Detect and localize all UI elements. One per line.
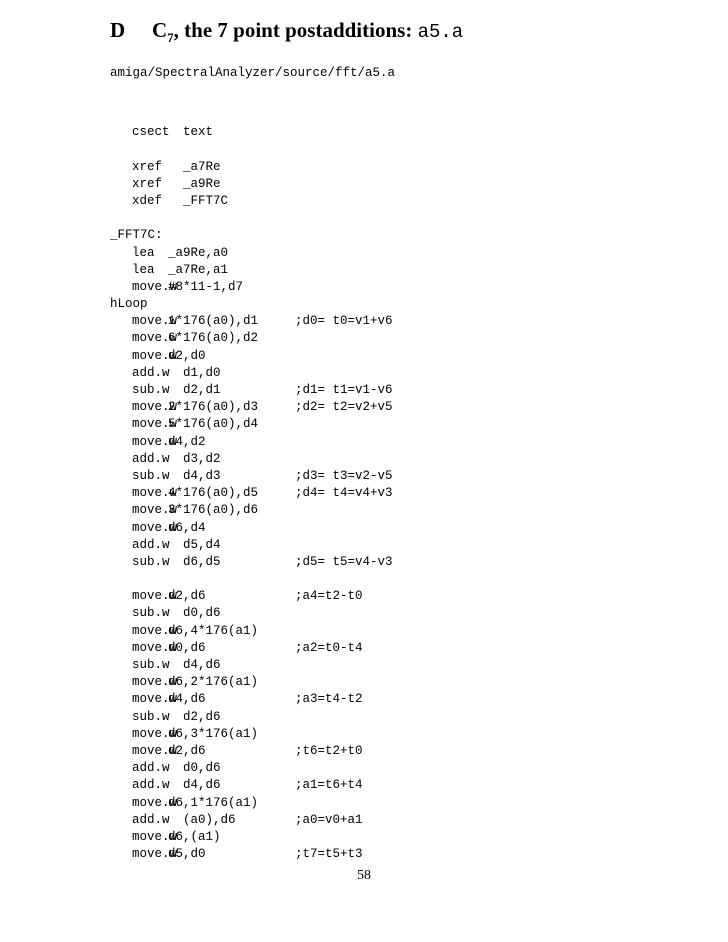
code-operands: d5,d0	[168, 847, 206, 862]
code-opcode: move.w	[132, 743, 178, 758]
code-operands: d0,d6	[168, 640, 206, 655]
code-label: hLoop	[110, 297, 148, 312]
code-opcode: sub.w	[132, 468, 170, 483]
heading-title-main: C	[152, 18, 168, 42]
code-comment: ;a4=t2-t0	[295, 589, 363, 604]
code-opcode: move.w	[132, 692, 178, 707]
code-opcode: add.w	[132, 537, 170, 552]
code-operands: d4,d6	[183, 658, 221, 672]
code-operands: d0,d6	[183, 606, 221, 621]
code-opcode: xref	[132, 159, 163, 174]
heading-filename: a5.a	[417, 21, 464, 43]
code-comment: ;t7=t5+t3	[295, 847, 363, 862]
code-opcode: move.w	[132, 829, 178, 844]
code-operands: d1,d0	[183, 365, 221, 380]
code-comment: ;d4= t4=v4+v3	[295, 486, 393, 501]
code-opcode: move.w	[132, 589, 178, 604]
code-opcode: move.w	[132, 417, 178, 432]
code-opcode: move.w	[132, 314, 178, 329]
code-opcode: csect	[132, 125, 170, 140]
code-operands: 4*176(a0),d5	[168, 486, 259, 501]
code-operands: d6,1*176(a1)	[168, 795, 259, 810]
code-comment: ;d3= t3=v2-v5	[295, 468, 393, 483]
heading-title-rest: , the 7 point postadditions:	[173, 18, 413, 42]
code-comment: ;d5= t5=v4-v3	[295, 554, 393, 569]
heading-subscript: 7	[167, 30, 174, 46]
code-opcode: sub.w	[132, 606, 170, 621]
code-opcode: add.w	[132, 451, 170, 466]
code-operands: d4,d2	[168, 434, 206, 449]
code-label: _FFT7C:	[110, 228, 163, 243]
code-opcode: move.w	[132, 795, 178, 810]
code-operands: #8*11-1,d7	[168, 279, 244, 294]
code-opcode: move.w	[132, 486, 178, 501]
code-comment: ;d0= t0=v1+v6	[295, 314, 393, 329]
code-opcode: sub.w	[132, 658, 170, 672]
code-comment: ;d2= t2=v2+v5	[295, 400, 393, 415]
code-opcode: move.w	[132, 726, 178, 741]
code-comment: ;a0=v0+a1	[295, 812, 363, 827]
code-operands: d6,d5	[183, 554, 221, 569]
code-opcode: add.w	[132, 365, 170, 380]
code-comment: ;t6=t2+t0	[295, 743, 363, 758]
code-opcode: move.w	[132, 503, 178, 518]
appendix-letter: D	[110, 18, 126, 42]
code-operands: 5*176(a0),d4	[168, 417, 259, 432]
code-operands: d6,3*176(a1)	[168, 726, 259, 741]
code-comment: ;a3=t4-t2	[295, 692, 363, 707]
code-operands: d5,d4	[183, 537, 221, 552]
code-opcode: move.w	[132, 331, 178, 346]
code-opcode: move.w	[132, 847, 178, 862]
code-opcode: move.w	[132, 640, 178, 655]
code-operands: d6,d4	[168, 520, 206, 535]
code-comment: ;d1= t1=v1-v6	[295, 383, 393, 397]
code-operands: d0,d6	[183, 761, 221, 776]
code-opcode: xref	[132, 176, 163, 191]
code-operands: d6,2*176(a1)	[168, 675, 259, 690]
section-heading	[110, 18, 463, 46]
code-operands: text	[183, 125, 214, 140]
code-comment: ;a1=t6+t4	[295, 778, 363, 793]
code-opcode: move.w	[132, 623, 178, 638]
code-opcode: xdef	[132, 193, 163, 208]
code-comment: ;a2=t0-t4	[295, 640, 363, 655]
page-number: 58	[357, 868, 371, 883]
code-operands: _a7Re,a1	[168, 262, 229, 277]
code-operands: 1*176(a0),d1	[168, 314, 259, 329]
code-opcode: move.w	[132, 520, 178, 535]
code-opcode: lea	[132, 245, 155, 260]
code-opcode: move.w	[132, 348, 178, 363]
code-opcode: sub.w	[132, 554, 170, 569]
code-opcode: lea	[132, 262, 155, 277]
code-operands: d2,d0	[168, 348, 206, 363]
code-operands: d6,(a1)	[168, 829, 221, 844]
code-opcode: sub.w	[132, 383, 170, 397]
code-opcode: sub.w	[132, 709, 170, 724]
code-opcode: move.w	[132, 434, 178, 449]
code-operands: d4,d6	[168, 692, 206, 707]
code-operands: _a9Re	[183, 176, 221, 191]
code-opcode: move.w	[132, 279, 178, 294]
code-opcode: add.w	[132, 778, 170, 793]
code-operands: d2,d6	[168, 743, 206, 758]
code-operands: d4,d6	[183, 778, 221, 793]
code-opcode: add.w	[132, 761, 170, 776]
code-opcode: move.w	[132, 400, 178, 415]
code-operands: 6*176(a0),d2	[168, 331, 259, 346]
code-opcode: move.w	[132, 675, 178, 690]
code-operands: _a7Re	[183, 159, 221, 174]
code-operands: 2*176(a0),d3	[168, 400, 259, 415]
code-operands: 3*176(a0),d6	[168, 503, 259, 518]
code-operands: _FFT7C	[183, 193, 229, 208]
code-operands: d6,4*176(a1)	[168, 623, 259, 638]
code-operands: (a0),d6	[183, 812, 236, 827]
code-operands: d2,d6	[168, 589, 206, 604]
code-operands: d4,d3	[183, 468, 221, 483]
code-operands: _a9Re,a0	[168, 245, 229, 260]
code-operands: d2,d6	[183, 709, 221, 724]
code-operands: d2,d1	[183, 383, 221, 397]
code-opcode: add.w	[132, 812, 170, 827]
source-file-path: amiga/SpectralAnalyzer/source/fft/a5.a	[110, 66, 396, 80]
code-operands: d3,d2	[183, 451, 221, 466]
